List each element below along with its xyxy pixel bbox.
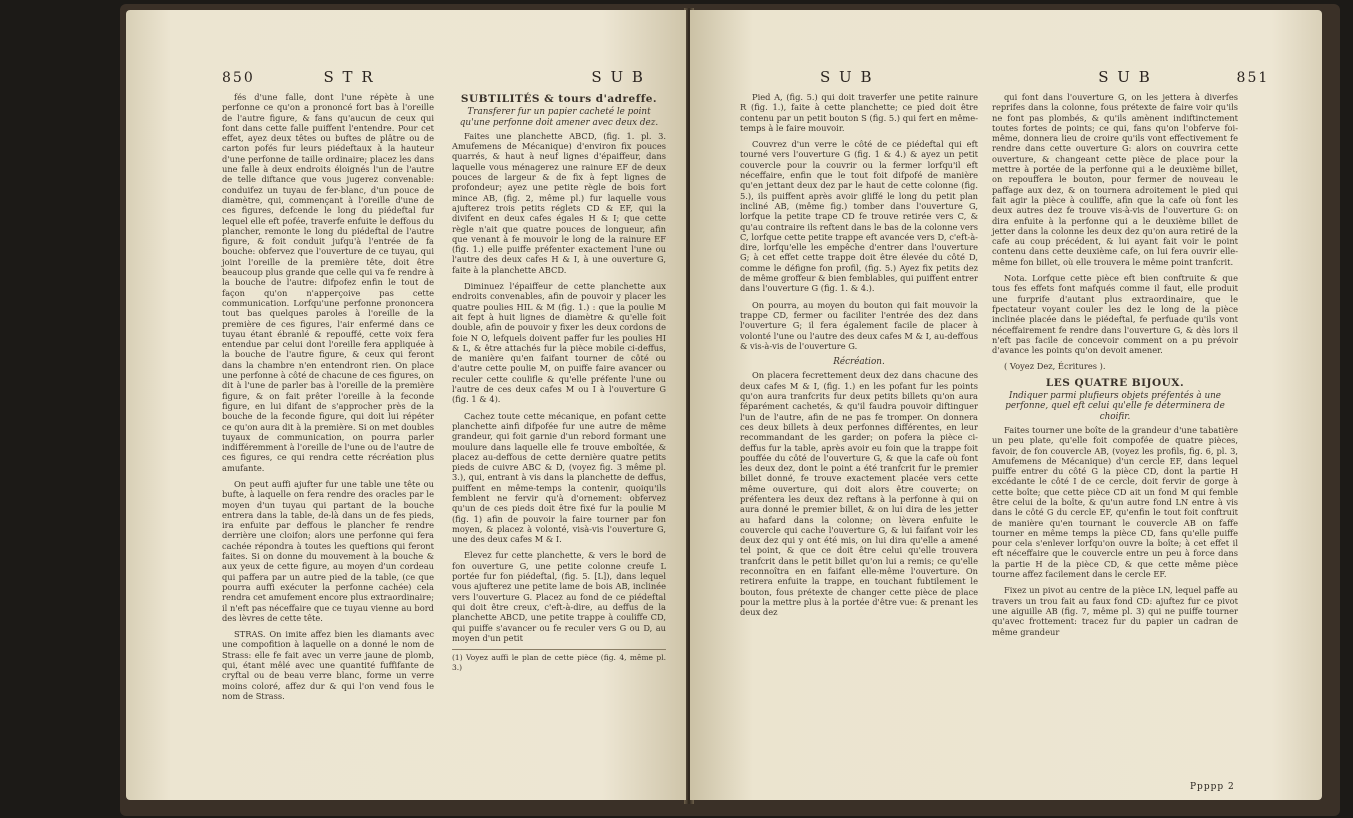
running-head: S U B: [820, 68, 874, 86]
section-title: LES QUATRE BIJOUX.: [1045, 376, 1185, 389]
right-column-2: [992, 92, 1238, 792]
paragraph: Faites une planchette ABCD, (fig. 1. pl. 3. Amufemens de Mécanique) d'environ fix pouces quarrés, & haut à neuf lignes d'épaiffeur, dans laquelle vous ménagerez une rainure EF de deux pouces de largeur & de fix à fept lignes de profondeur; ayez une petite règle de bois fort mince AB, (fig. 2, même pl.) fur laquelle vous ajufterez trois petits réglets CD & EF, qui la divifent en deux cafes égales H & I; que cette règle n'ait que quatre pouces de longueur, afin que venant à fe mouvoir le long de la rainure EF (fig. 1.) elle puiffe préfenter exactement l'une ou l'autre des deux cafes H & I, à une ouverture G, faite à la planchette ABCD.: [452, 130, 666, 275]
paragraph: Pied A, (fig. 5.) qui doit traverfer une petite rainure R (fig. 1.), faite à cette planchette; ce pied doit être contenu par un petit bouton S (fig. 5.) qui fert en même-temps à le faire mouvoir.: [740, 92, 978, 133]
paragraph: Couvrez d'un verre le côté de ce piédeftal qui eft tourné vers l'ouverture G (fig. 1 & 4.) & ayez un petit couvercle pour la couvrir ou la fermer lorfqu'il eft néceffaire, enfin que le tout foit difpofé de manière qu'en jettant deux dez par le haut de cette colonne (fig. 5.), ils puiffent après avoir gliffé le long du petit plan incliné AB, (même fig.) tomber dans l'ouverture G, lorfque la petite trape CD fe trouve retirée vers C, & qu'au contraire ils reftent dans le bas de la colonne vers C, lorfque cette petite trappe eft avancée vers D, c'eft-à-dire, lorfqu'elle les empêche d'entrer dans l'ouverture G; à cet effet cette trappe doit être élevée du côté D, comme le défigne fon profil, (fig. 5.) Ayez fix petits dez de même groffeur & bien femblables, qui puiffent entrer dans l'ouverture G (fig. 1. & 4.).: [740, 139, 978, 294]
right-column-1: [740, 92, 978, 792]
paragraph: On peut auffi ajufter fur une table une tête ou bufte, à laquelle on fera rendre des oracles par le moyen d'un tuyau qui partant de la bouche entrera dans la table, de-là dans un de fes pieds, ira enfuite par deffous le plancher fe rendre derrière une cloifon; alors une perfonne qui fera cachée répondra à toutes les queftions qui feront faites. Si on donne du mouvement à la bouche & aux yeux de cette figure, au moyen d'un cordeau qui paffera par un autre pied de la table, (ce que pourra auffi exécuter la perfonne cachée) cela rendra cet amufement encore plus extraordinaire; il n'eft pas néceffaire que ce tuyau vienne au bord des lèvres de cette tête.: [222, 478, 434, 623]
left-page: [126, 10, 686, 800]
paragraph: Diminuez l'épaiffeur de cette planchette aux endroits convenables, afin de pouvoir y placer les quatre poulies HIL & M (fig. 1.) : que la poulie M ait fept à huit lignes de diamètre & qu'elle foit double, afin de pouvoir y fixer les deux cordons de foie N O, lefquels doivent paffer fur les poulies HI & L, & être attachés fur la pièce mobile ci-deffus, de manière qu'en faifant tourner de côté ou d'autre cette poulie M, on puiffe faire avancer ou reculer cette coulifle & qu'elle préfente l'une ou l'autre de ces deux cafes M ou I à l'ouverture G (fig. 1 & 4).: [452, 281, 666, 405]
printer-signature: Ppppp 2: [1190, 782, 1235, 792]
paragraph: Nota. Lorfque cette pièce eft bien conftruite & que tous fes effets font mafqués comme il faut, elle produit une furprife d'autant plus extraordinaire, que le fpectateur voyant couler les dez le long de la pièce inclinée placée dans le piédeftal, fe perfuade qu'ils vont néceffairement fe rendre dans l'ouverture G, & dès lors il n'eft pas facile de concevoir comment on a pu prévoir d'avance les points qu'on devoit amener.: [992, 273, 1238, 356]
running-head: S U B: [591, 68, 645, 86]
paragraph: fés d'une falle, dont l'une répète à une perfonne ce qu'on a prononcé fort bas à l'oreille de l'autre figure, & fans qu'aucun de ceux qui font dans cette falle puiffent l'entendre. Pour cet effet, ayez deux têtes ou buftes de plâtre ou de carton pofés fur leurs piédeftaux à la hauteur d'une perfonne de taille ordinaire; placez les dans une falle à deux endroits éloignés l'un de l'autre de telle diftance que vous jugerez convenable: conduifez un tuyau de fer-blanc, d'un pouce de diamètre, qui, commençant à l'oreille d'une de ces figures, defcende le long du piédeftal fur lequel elle eft pofée, traverfe enfuite le deffous du plancher, remonte le long du piédeftal de l'autre figure, & foit conduit jufqu'à l'entrée de fa bouche: obfervez que l'ouverture de ce tuyau, qui joint l'oreille de la première tête, doit être beaucoup plus grande que celle qui va fe rendre à la bouche de l'autre: difpofez enfin le tout de façon qu'on n'apperçoive pas cette communication. Lorfqu'une perfonne prononcera tout bas quelques paroles à l'oreille de la première de ces figures, l'air enfermé dans ce tuyau étant ébranlé & repouffé, cette voix fera entendue par celui dont l'oreille fera appliquée à la bouche de l'autre figure, & ceux qui feront dans la chambre n'en entendront rien. On place une perfonne à côté de chacune de ces figures, on dit à l'une de parler bas à l'oreille de la première figure, & on fait prêter l'oreille à la feconde figure, en lui difant de s'approcher près de la bouche de la feconde figure, qui doit lui répéter ce qu'on aura dit à la première. Si on met doubles tuyaux de communication, on pourra parler indifféremment à l'oreille de l'une ou de l'autre de ces figures, ce qui rendra cette récréation plus amufante.: [222, 92, 434, 473]
left-column-2: [452, 92, 666, 792]
paragraph: STRAS. On imite affez bien les diamants avec une compofition à laquelle on a donné le nom de Strass: elle fe fait avec un verre jaune de plomb, qui, étant mêlé avec une quantité fuffifante de cryftal ou de beau verre blanc, forme un verre moins coloré, affez dur & qui l'on vend fous le nom de Strass.: [222, 629, 434, 701]
paragraph: ( Voyez Dez, Écritures ).: [1004, 361, 1106, 372]
paragraph: Cachez toute cette mécanique, en pofant cette planchette ainfi difpofée fur une autre de même grandeur, qui foit garnie d'un rebord formant une moulure dans laquelle elle fe trouve emboîtée, & placez au-deffous de cette dernière quatre petits pieds de cuivre ABC & D, (voyez fig. 3 même pl. 3.), qui, entrant à vis dans la planchette de deffus, puiffent en même-temps la contenir, quoiqu'ils femblent ne fervir qu'à d'ornement: obfervez qu'un de ces pieds doit être fixé fur la poulie M (fig. 1) afin de pouvoir la faire tourner par fon moyen, & placez à volonté, visà-vis l'ouverture G, une des deux cafes M & I.: [452, 410, 666, 545]
paragraph: On placera fecrettement deux dez dans chacune des deux cafes M & I, (fig. 1.) en les pofant fur les points qu'on aura tranfcrits fur deux petits billets qu'on aura féparément cachetés, & qu'il faudra pouvoir diftinguer l'un de l'autre, afin de ne pas fe tromper. On donnera ces deux billets à deux perfonnes différentes, en leur recommandant de les garder; on pofera la pièce ci-deffus fur la table, après avoir eu foin que la trappe foit pouffée du côté de l'ouverture G, & que la cafe où font les deux dez, dont le point a été tranfcrit fur le premier billet donné, fe trouve exactement placée vers cette même ouverture, qui doit alors être couverte; on préfentera les deux dez reftans à la perfonne à qui on aura donné le premier billet, & on lui dira de les jetter au hafard dans la colonne; on lèvera enfuite le couvercle qui cache l'ouverture G, & lui faifant voir les deux dez qui y ont été mis, on lui dira qu'elle a amené tel point, & que ce doit être celui qu'elle trouvera tranfcrit dans le petit billet qu'on lui a remis; ce qu'elle reconnoîtra en en faifant elle-même l'ouverture. On retirera enfuite la trappe, en touchant fubtilement le bouton, fous prétexte de changer cette pièce de place pour la mettre plus à la portée d'être vue: & prenant les deux dez: [740, 370, 978, 618]
page-number: 851: [1236, 70, 1270, 86]
paragraph: qui font dans l'ouverture G, on les jettera à diverfes reprifes dans la colonne, fous prétexte de faire voir qu'ils ne font pas plombés, & qu'ils amènent indiftinctement toutes fortes de points; ce qui, fans qu'on l'obferve foi-même, donnera lieu de croire qu'ils vont effectivement fe rendre dans cette ouverture G: alors on couvrira cette ouverture, & changeant cette pièce de place pour la mettre à portée de la perfonne qui a le deuxième billet, on repouffera le bouton, pour fermer de nouveau le paffage aux dez, & on tournera adroitement le pied qui fait agir la pièce à couliffe, afin que la cafe où font les deux autres dez fe trouve vis-à-vis de l'ouverture G: on dira enfuite à la perfonne qui a le deuxième billet de jetter dans la colonne les deux dez qu'on aura retiré de la cafe au coup précédent, & lui ayant fait voir le point contenu dans cette deuxième cafe, on lui fera ouvrir elle-même fon billet, où elle trouvera le même point tranfcrit.: [992, 92, 1238, 267]
running-head: S U B: [1098, 68, 1152, 86]
paragraph: On pourra, au moyen du bouton qui fait mouvoir la trappe CD, fermer ou faciliter l'entrée des dez dans l'ouverture G; il fera également facile de placer à volonté l'une ou l'autre des deux cafes M & I, au-deffous & vis-à-vis de l'ouverture G.: [740, 299, 978, 351]
section-heading: Récréation.: [833, 357, 885, 368]
right-page: [690, 10, 1322, 800]
section-subtitle: Indiquer parmi plufieurs objets préfentés à une perfonne, quel eft celui qu'elle fe déterminera de choifir.: [1005, 391, 1225, 422]
left-page-header: [222, 68, 645, 86]
paragraph: Elevez fur cette planchette, & vers le bord de fon ouverture G, une petite colonne creufe L portée fur fon piédeftal, (fig. 5. [L]), dans lequel vous ajufterez une petite lame de bois AB, inclinée vers l'ouverture G. Placez au fond de ce piédeftal qui doit être creux, c'eft-à-dire, au deffus de la planchette ABCD, une petite trappe à couliffe CD, qui puiffe s'avancer ou fe reculer vers G ou D, au moyen d'un petit: [452, 550, 666, 643]
page-number: 850: [222, 70, 255, 86]
paragraph: Faites tourner une boîte de la grandeur d'une tabatière un peu plate, qu'elle foit compofée de quatre pièces, favoir, de fon couvercle AB, (voyez les profils, fig. 6, pl. 3, Amufemens de Mécanique) d'un cercle EF, dans lequel puiffe entrer du côté G la pièce CD, dont la partie H excédante le côté I de ce cercle, doit fervir de gorge à cette boîte; que cette pièce CD ait un fond M qui femble être celui de la boîte, & qu'un autre fond LN entre à vis dans le côté G du cercle EF, qu'enfin le tout foit conftruit de manière qu'en tournant le couvercle AB on faffe tourner en même temps la pièce CD, fans qu'elle puiffe pour cela s'enlever lorfqu'on ouvre la boîte; à cet effet il eft néceffaire que le couvercle entre un peu à force dans la partie H de la pièce CD, & que cette même pièce tourne affez facilement dans le cercle EF.: [992, 424, 1238, 580]
section-subtitle: Transferer fur un papier cacheté le point qu'une perfonne doit amener avec deux dez.: [459, 107, 659, 128]
section-title: SUBTILITÉS & tours d'adreffe.: [460, 93, 658, 105]
footnote: (1) Voyez auffi le plan de cette pièce (fig. 4, même pl. 3.): [452, 649, 666, 674]
running-head: S T R: [323, 68, 375, 86]
paragraph: Fixez un pivot au centre de la pièce LN, lequel paffe au travers un trou fait au faux fond CD: ajuftez fur ce pivot une aiguille AB (fig. 7, même pl. 3) qui ne puiffe tourner qu'avec frottement: tracez fur du papier un cadran de même grandeur: [992, 585, 1238, 637]
right-page-header: [820, 68, 1269, 86]
left-column-1: [222, 92, 434, 792]
